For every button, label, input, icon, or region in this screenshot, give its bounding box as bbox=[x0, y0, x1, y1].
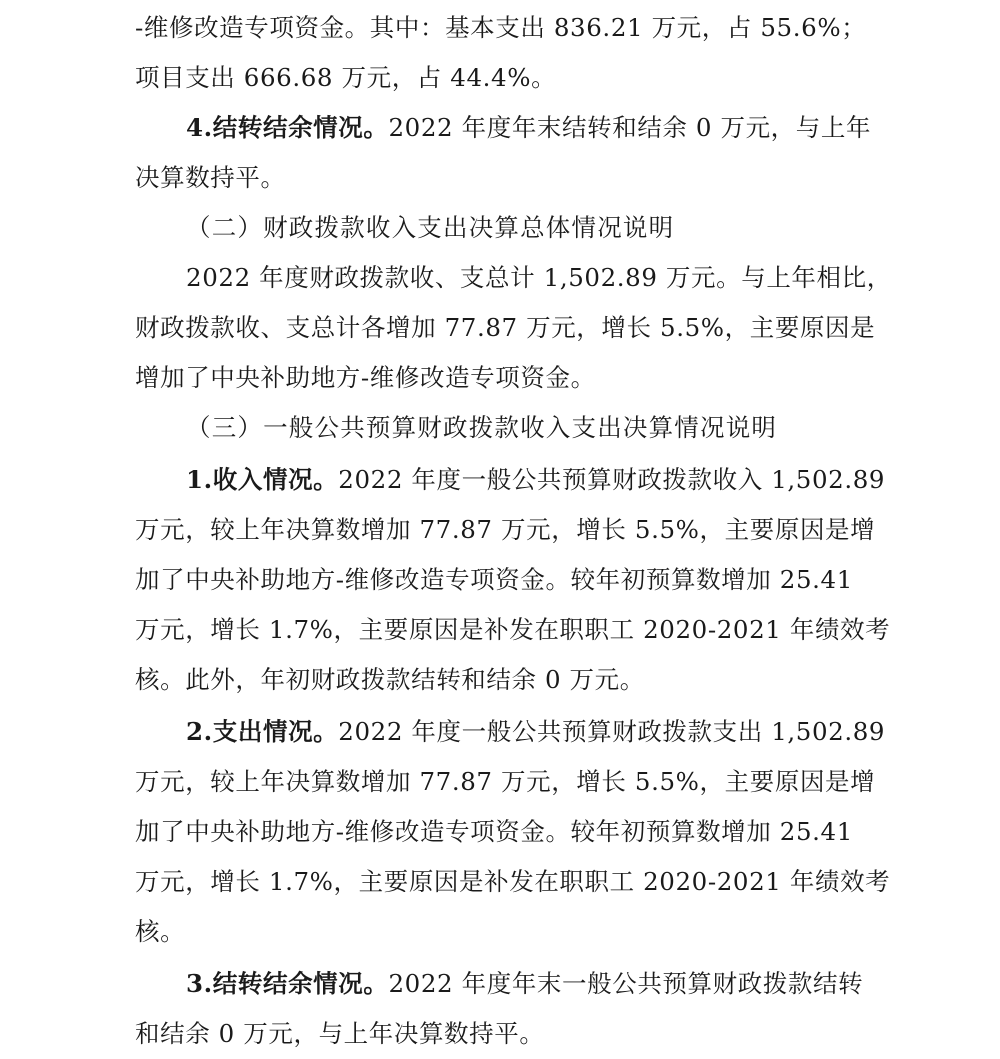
paragraph-line-expenditure bbox=[186, 710, 1000, 754]
body-line bbox=[135, 860, 1000, 904]
body-line bbox=[135, 910, 1000, 954]
line-text: 万元，较上年决算数增加 77.87 万元，增长 5.5%，主要原因是增 bbox=[135, 515, 876, 544]
line-text: 2022 年度年末一般公共预算财政拨款结转 bbox=[388, 969, 864, 998]
paragraph-line-carryover bbox=[186, 106, 1000, 150]
body-line bbox=[135, 658, 1000, 702]
body-line bbox=[135, 306, 1000, 350]
line-text: -维修改造专项资金。其中：基本支出 836.21 万元，占 55.6%； bbox=[135, 13, 867, 42]
section-heading-3 bbox=[186, 406, 1000, 450]
body-line bbox=[135, 56, 1000, 100]
line-text: 万元，增长 1.7%，主要原因是补发在职职工 2020-2021 年绩效考 bbox=[135, 615, 891, 644]
line-text: 加了中央补助地方-维修改造专项资金。较年初预算数增加 25.41 bbox=[135, 817, 853, 846]
line-text: 万元，增长 1.7%，主要原因是补发在职职工 2020-2021 年绩效考 bbox=[135, 867, 891, 896]
line-text: 核。此外，年初财政拨款结转和结余 0 万元。 bbox=[135, 665, 645, 694]
line-text: 增加了中央补助地方-维修改造专项资金。 bbox=[135, 363, 596, 392]
line-text: 财政拨款收、支总计各增加 77.87 万元，增长 5.5%，主要原因是 bbox=[135, 313, 876, 342]
section-heading-text: （二）财政拨款收入支出决算总体情况说明 bbox=[186, 213, 675, 242]
section-heading-text: （三）一般公共预算财政拨款收入支出决算情况说明 bbox=[186, 413, 778, 442]
body-line bbox=[135, 810, 1000, 854]
body-line bbox=[135, 558, 1000, 602]
body-line bbox=[135, 1012, 1000, 1056]
body-line bbox=[135, 508, 1000, 552]
paragraph-line-balance bbox=[186, 962, 1000, 1006]
body-line bbox=[135, 608, 1000, 652]
line-text: 2022 年度一般公共预算财政拨款支出 1,502.89 bbox=[338, 717, 886, 746]
line-text: 决算数持平。 bbox=[135, 163, 286, 192]
line-text: 加了中央补助地方-维修改造专项资金。较年初预算数增加 25.41 bbox=[135, 565, 853, 594]
line-text: 万元，较上年决算数增加 77.87 万元，增长 5.5%，主要原因是增 bbox=[135, 767, 876, 796]
body-line bbox=[135, 156, 1000, 200]
line-text: 和结余 0 万元，与上年决算数持平。 bbox=[135, 1019, 545, 1048]
line-text: 核。 bbox=[135, 917, 186, 946]
section-heading-2 bbox=[186, 206, 1000, 250]
line-text: 项目支出 666.68 万元，占 44.4%。 bbox=[135, 63, 557, 92]
paragraph-lead: 4.结转结余情况。 bbox=[186, 113, 389, 142]
paragraph-lead: 1.收入情况。 bbox=[186, 465, 339, 494]
body-line bbox=[135, 6, 1000, 50]
body-line bbox=[135, 760, 1000, 804]
paragraph-line-income bbox=[186, 458, 1000, 502]
line-text: 2022 年度一般公共预算财政拨款收入 1,502.89 bbox=[338, 465, 886, 494]
body-line bbox=[186, 256, 1000, 300]
body-line bbox=[135, 356, 1000, 400]
paragraph-lead: 3.结转结余情况。 bbox=[186, 969, 389, 998]
line-text: 2022 年度财政拨款收、支总计 1,502.89 万元。与上年相比， bbox=[186, 263, 892, 292]
paragraph-lead: 2.支出情况。 bbox=[186, 717, 339, 746]
line-text: 2022 年度年末结转和结余 0 万元，与上年 bbox=[388, 113, 872, 142]
